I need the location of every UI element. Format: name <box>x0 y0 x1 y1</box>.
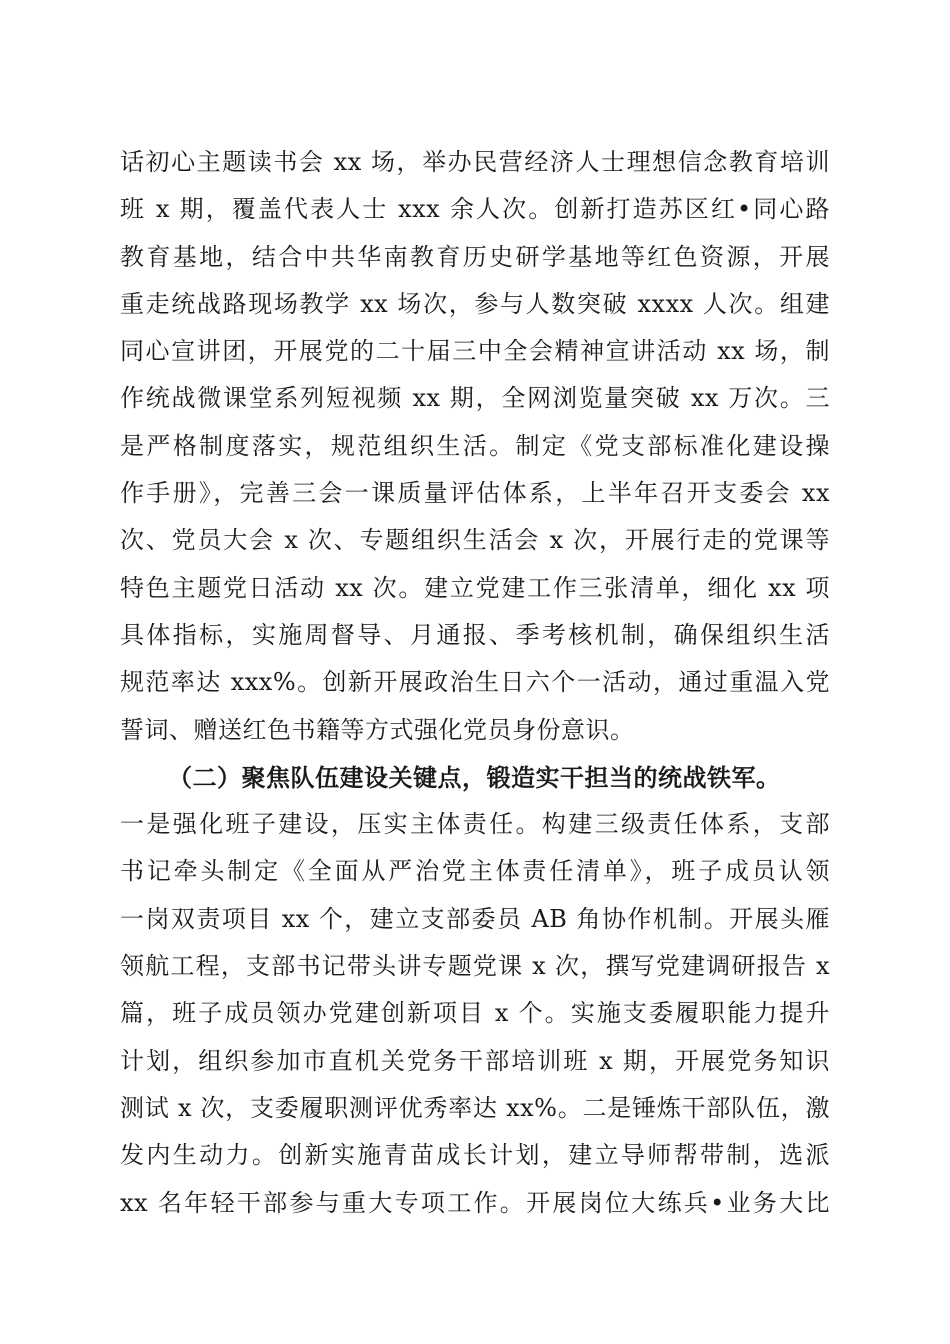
text-line: 是严格制度落实，规范组织生活。制定《党支部标准化建设操 <box>120 431 830 460</box>
text-line: 发内生动力。创新实施青苗成长计划，建立导师帮带制，选派 <box>120 1141 830 1170</box>
text-line: 重走统战路现场教学 xx 场次，参与人数突破 xxxx 人次。组建 <box>120 289 830 318</box>
text-line: 作统战微课堂系列短视频 xx 期，全网浏览量突破 xx 万次。三 <box>120 384 830 413</box>
text-line: 书记牵头制定《全面从严治党主体责任清单》，班子成员认领 <box>120 857 830 886</box>
text-line: 作手册》，完善三会一课质量评估体系，上半年召开支委会 xx <box>120 479 830 508</box>
text-line: 领航工程，支部书记带头讲专题党课 x 次，撰写党建调研报告 x <box>120 952 830 981</box>
text-line: 篇，班子成员领办党建创新项目 x 个。实施支委履职能力提升 <box>120 999 830 1028</box>
text-line: 具体指标，实施周督导、月通报、季考核机制，确保组织生活 <box>120 620 830 649</box>
text-line: 一岗双责项目 xx 个，建立支部委员 AB 角协作机制。开展头雁 <box>120 904 830 933</box>
text-line: 话初心主题读书会 xx 场，举办民营经济人士理想信念教育培训 <box>120 148 830 176</box>
text-line: 同心宣讲团，开展党的二十届三中全会精神宣讲活动 xx 场，制 <box>120 337 830 366</box>
text-line: 规范率达 xxx%。创新开展政治生日六个一活动，通过重温入党 <box>120 668 830 697</box>
text-line: 誓词、赠送红色书籍等方式强化党员身份意识。 <box>120 715 635 744</box>
text-line: xx 名年轻干部参与重大专项工作。开展岗位大练兵•业务大比 <box>120 1188 830 1217</box>
body-text <box>120 139 830 1227</box>
text-line: 次、党员大会 x 次、专题组织生活会 x 次，开展行走的党课等 <box>120 526 830 555</box>
section-heading: （二）聚焦队伍建设关键点，锻造实干担当的统战铁军。 <box>168 762 781 792</box>
text-line: 特色主题党日活动 xx 次。建立党建工作三张清单，细化 xx 项 <box>120 573 830 602</box>
text-line: 教育基地，结合中共华南教育历史研学基地等红色资源，开展 <box>120 242 830 271</box>
text-line: 班 x 期，覆盖代表人士 xxx 余人次。创新打造苏区红•同心路 <box>120 195 830 224</box>
text-line: 测试 x 次，支委履职测评优秀率达 xx%。二是锤炼干部队伍，激 <box>120 1093 830 1122</box>
text-line: 计划，组织参加市直机关党务干部培训班 x 期，开展党务知识 <box>120 1046 830 1075</box>
text-line: 一是强化班子建设，压实主体责任。构建三级责任体系，支部 <box>120 810 830 839</box>
